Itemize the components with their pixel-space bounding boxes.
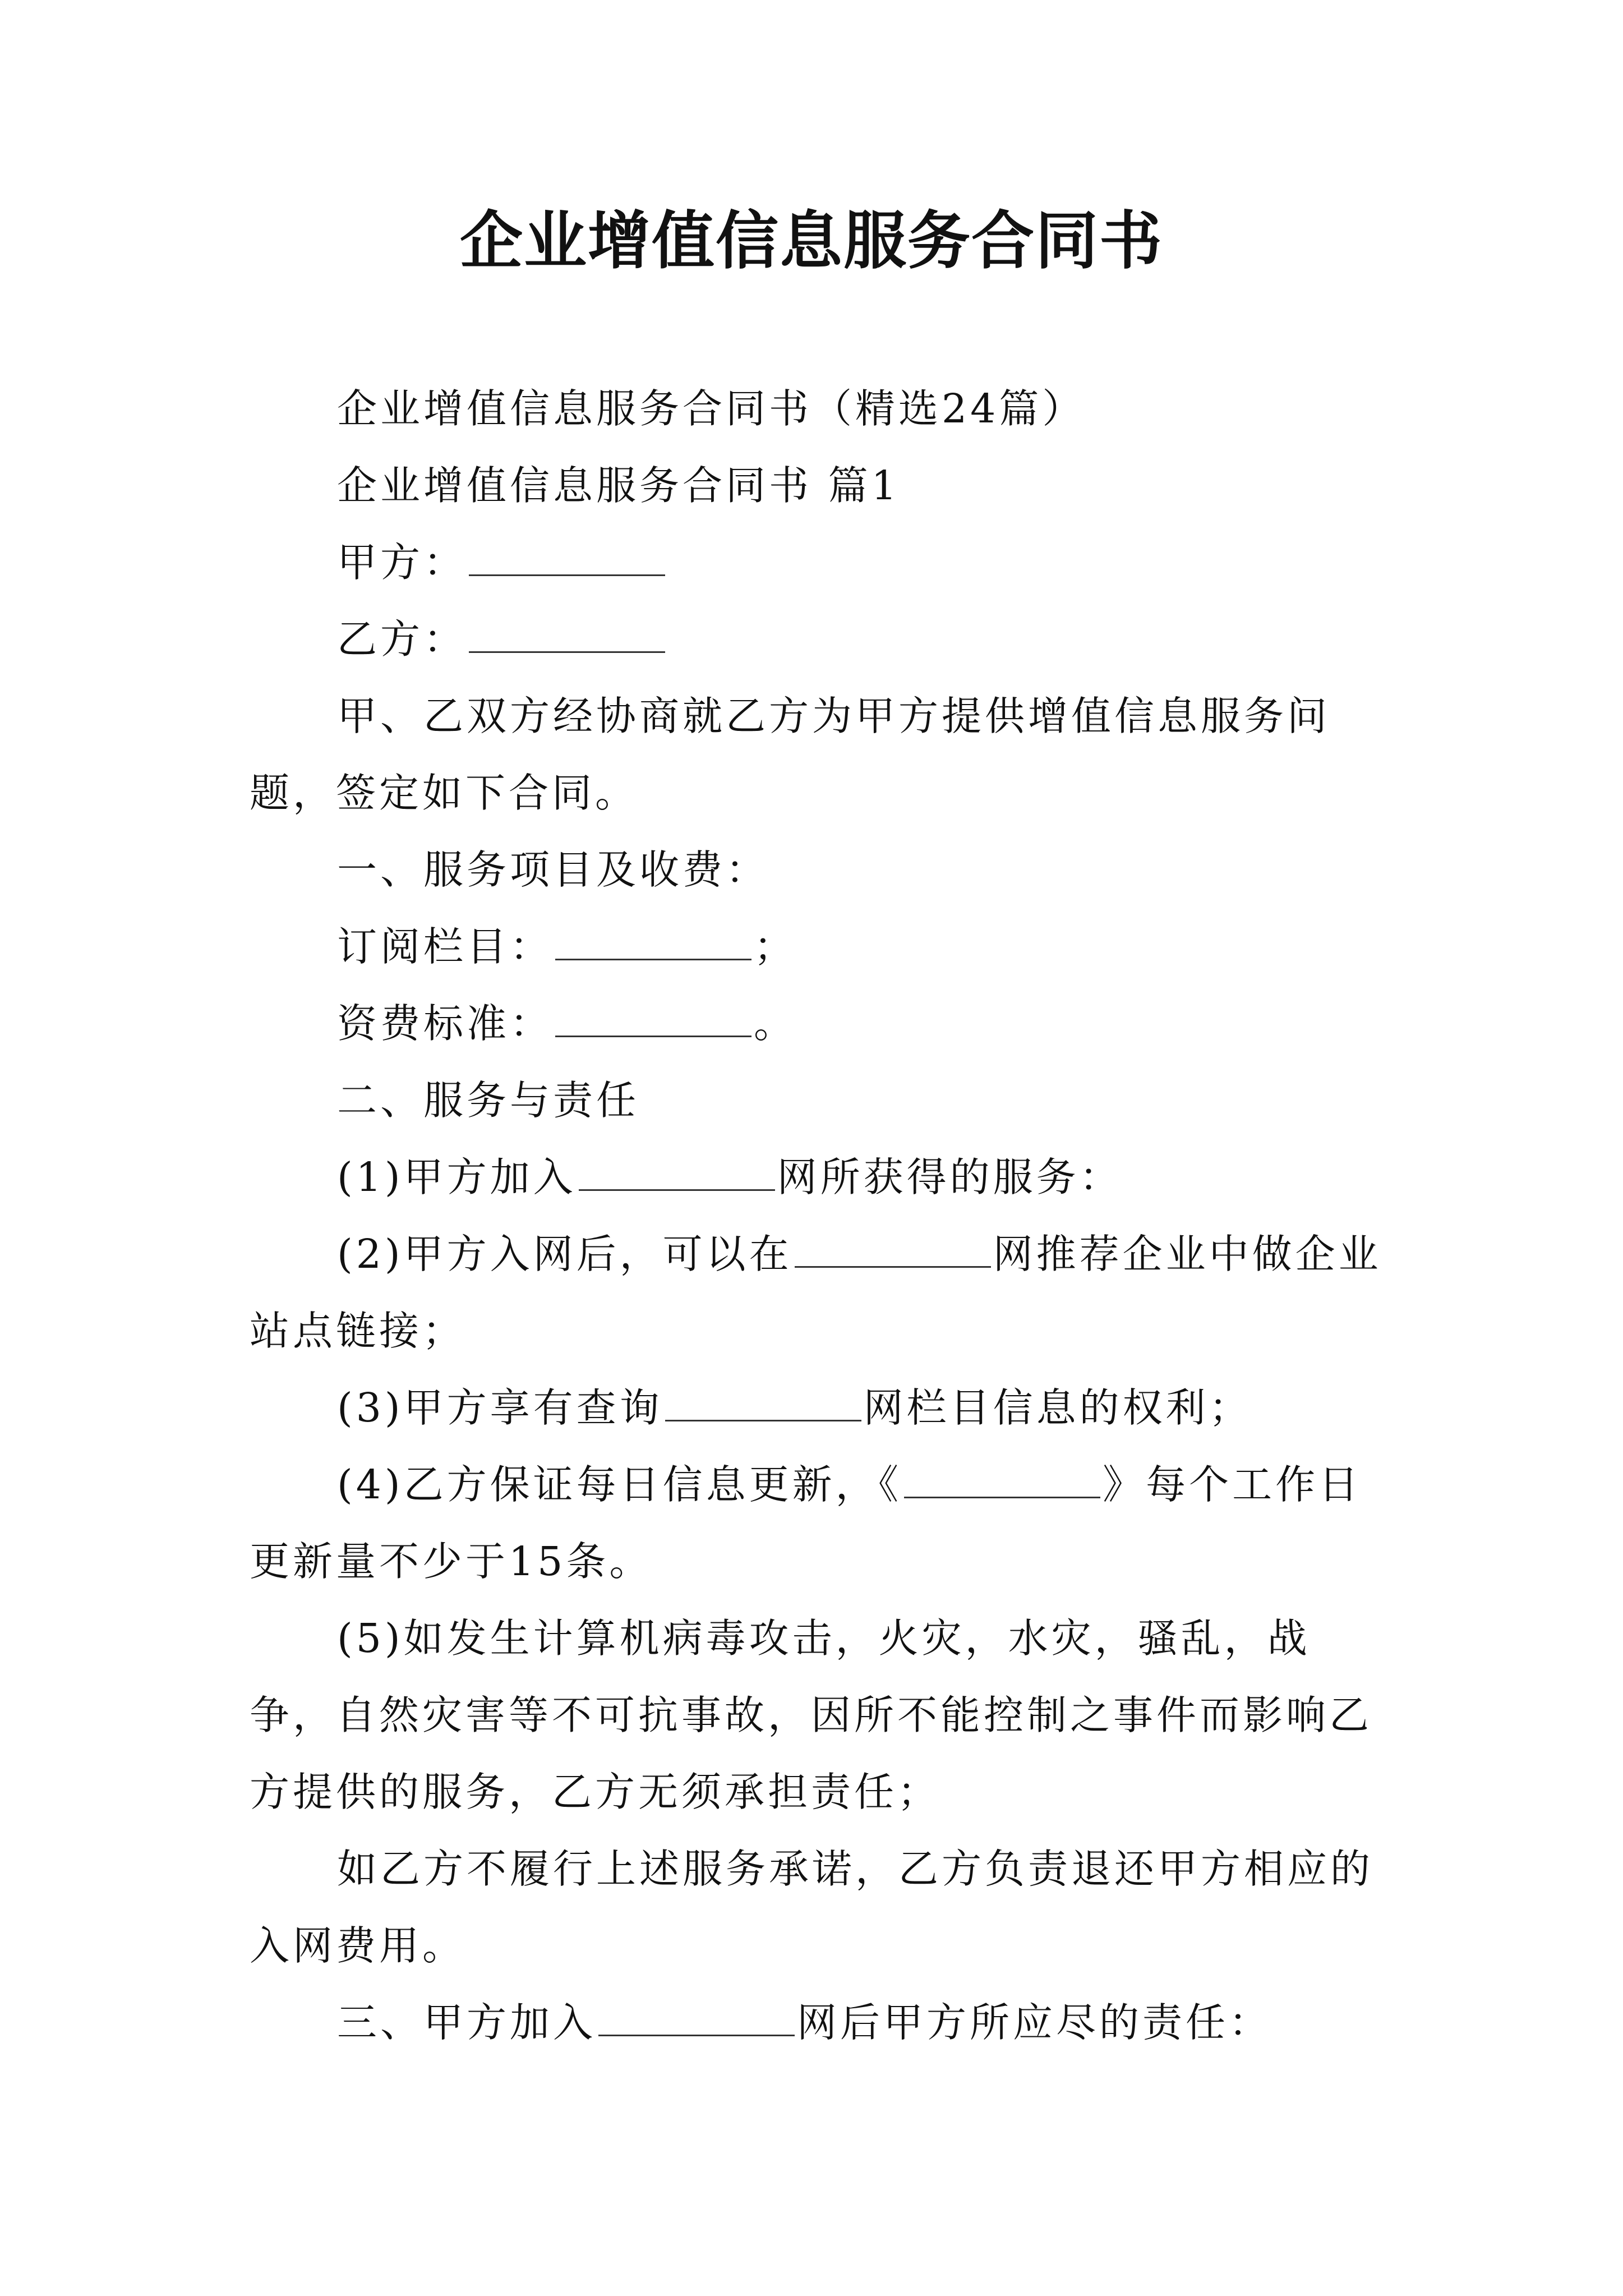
paragraph-subscription — [250, 908, 1394, 985]
paragraph-text: (5)如发生计算机病毒攻击，火灾，水灾，骚乱，战争，自然灾害等不可抗事故，因所不能控制之事件而影响乙方提供的服务，乙方无须承担责任； — [250, 1615, 1373, 1815]
paragraph-item-5 — [250, 1600, 1394, 1830]
paragraph-text: 网所获得的服务： — [777, 1154, 1123, 1200]
paragraph-item-1 — [250, 1139, 1394, 1216]
paragraph-party-b — [250, 601, 1394, 678]
paragraph-text: 甲方： — [337, 539, 467, 586]
paragraph-text: 乙方： — [337, 616, 467, 662]
paragraph-fee-standard — [250, 985, 1394, 1062]
paragraph-refund — [250, 1830, 1394, 1984]
fill-in-blank — [665, 1388, 861, 1421]
paragraph-party-a — [250, 524, 1394, 601]
paragraph-text: 。 — [754, 1000, 797, 1047]
document-title: 企业增值信息服务合同书 — [460, 204, 1163, 278]
paragraph-section-2 — [250, 1062, 1394, 1139]
paragraph-text: 二、服务与责任 — [337, 1077, 640, 1124]
document-body — [250, 370, 1394, 2061]
fill-in-blank — [904, 1465, 1100, 1498]
paragraph-text: 网推荐企业中做企业站点链接； — [250, 1231, 1382, 1354]
fill-in-blank — [598, 2003, 795, 2036]
paragraph-article-heading — [250, 447, 1394, 524]
fill-in-blank — [469, 620, 665, 653]
fill-in-blank — [795, 1235, 991, 1268]
paragraph-text: 订阅栏目： — [337, 923, 554, 970]
fill-in-blank — [469, 543, 665, 576]
fill-in-blank — [555, 927, 751, 960]
paragraph-text: 网后甲方所应尽的责任： — [797, 1999, 1272, 2046]
paragraph-text: (1)甲方加入 — [337, 1154, 577, 1200]
paragraph-text: 如乙方不履行上述服务承诺，乙方负责退还甲方相应的入网费用。 — [250, 1846, 1374, 1969]
paragraph-text: 》每个工作日更新量不少于15条。 — [250, 1461, 1362, 1585]
paragraph-section-3 — [250, 1984, 1394, 2061]
paragraph-text: ； — [754, 923, 797, 970]
paragraph-text: (2)甲方入网后，可以在 — [337, 1231, 792, 1277]
paragraph-item-3 — [250, 1369, 1394, 1446]
paragraph-item-4 — [250, 1446, 1394, 1600]
paragraph-text: 甲、乙双方经协商就乙方为甲方提供增值信息服务问题，签定如下合同。 — [250, 693, 1331, 816]
paragraph-section-1 — [250, 831, 1394, 908]
paragraph-item-2 — [250, 1216, 1394, 1369]
paragraph-text: 企业增值信息服务合同书 篇1 — [337, 462, 900, 509]
paragraph-text: 资费标准： — [337, 1000, 554, 1047]
paragraph-text: (3)甲方享有查询 — [337, 1384, 663, 1431]
fill-in-blank — [555, 1004, 751, 1037]
paragraph-preamble — [250, 678, 1394, 831]
paragraph-subtitle — [250, 370, 1394, 447]
paragraph-text: 网栏目信息的权利； — [863, 1384, 1252, 1431]
paragraph-text: (4)乙方保证每日信息更新，《 — [337, 1461, 902, 1508]
fill-in-blank — [579, 1158, 775, 1191]
paragraph-text: 企业增值信息服务合同书（精选24篇） — [337, 385, 1086, 432]
paragraph-text: 一、服务项目及收费： — [337, 846, 769, 893]
paragraph-text: 三、甲方加入 — [337, 1999, 597, 2046]
